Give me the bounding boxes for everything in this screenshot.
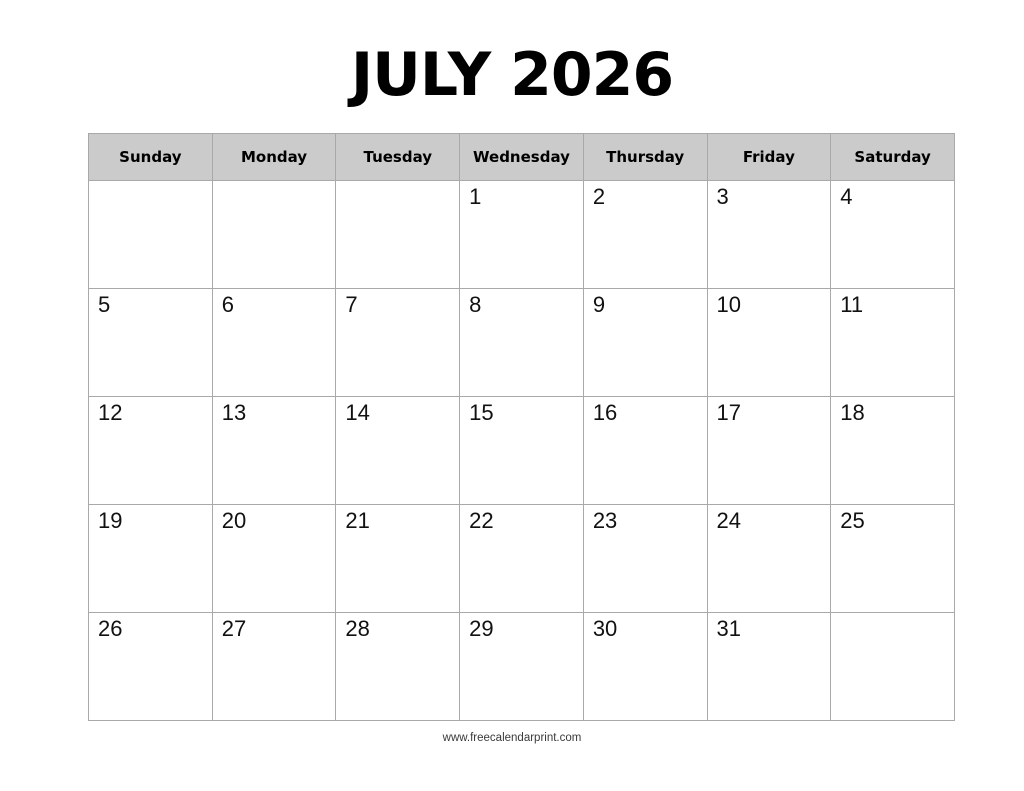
week-row	[89, 181, 955, 289]
day-cell	[212, 613, 336, 721]
day-number: 22	[469, 508, 494, 533]
calendar-table	[88, 133, 955, 721]
day-number: 23	[592, 508, 618, 533]
day-cell	[89, 181, 213, 289]
day-number: 9	[592, 292, 606, 317]
day-cell	[460, 613, 584, 721]
day-cell	[336, 181, 460, 289]
week-row	[89, 289, 955, 397]
weekday-header: Thursday	[583, 134, 707, 181]
day-cell	[831, 397, 955, 505]
day-number: 4	[840, 184, 853, 209]
day-cell	[583, 505, 707, 613]
day-number: 26	[98, 616, 123, 641]
weekday-header: Wednesday	[460, 134, 584, 181]
day-cell	[212, 505, 336, 613]
week-row	[89, 613, 955, 721]
day-number: 7	[345, 292, 358, 317]
day-number: 21	[345, 508, 370, 533]
day-cell	[707, 289, 831, 397]
day-cell	[212, 289, 336, 397]
day-cell	[89, 613, 213, 721]
day-cell	[460, 397, 584, 505]
day-number: 28	[345, 616, 370, 641]
day-cell	[583, 613, 707, 721]
day-number: 12	[98, 400, 123, 425]
day-number: 30	[592, 616, 618, 641]
day-number: 10	[716, 292, 741, 317]
day-number: 6	[221, 292, 234, 317]
day-cell	[89, 397, 213, 505]
week-row	[89, 397, 955, 505]
day-number: 25	[840, 508, 865, 533]
day-cell	[583, 289, 707, 397]
week-row	[89, 505, 955, 613]
day-cell	[583, 397, 707, 505]
day-number: 17	[716, 400, 741, 425]
day-number: 24	[716, 508, 741, 533]
day-number: 1	[469, 184, 482, 209]
day-cell	[583, 181, 707, 289]
day-cell	[89, 505, 213, 613]
weekday-header: Tuesday	[336, 134, 460, 181]
day-number: 13	[221, 400, 247, 425]
day-cell	[707, 505, 831, 613]
day-cell	[831, 289, 955, 397]
day-cell	[831, 505, 955, 613]
day-cell	[212, 181, 336, 289]
page-title: JULY 2026	[350, 40, 674, 110]
day-cell	[212, 397, 336, 505]
day-cell	[831, 181, 955, 289]
weekday-header: Saturday	[831, 134, 955, 181]
day-cell	[336, 505, 460, 613]
day-number: 14	[345, 400, 370, 425]
day-cell	[336, 613, 460, 721]
weekday-header: Monday	[212, 134, 336, 181]
weekday-header: Sunday	[89, 134, 213, 181]
day-cell	[460, 505, 584, 613]
day-cell	[831, 613, 955, 721]
day-number: 18	[840, 400, 865, 425]
day-number: 3	[716, 184, 729, 209]
day-number: 2	[592, 184, 606, 209]
day-cell	[460, 289, 584, 397]
day-cell	[89, 289, 213, 397]
weekday-header-row	[89, 134, 955, 181]
day-number: 19	[98, 508, 123, 533]
footer-url: www.freecalendarprint.com	[442, 732, 582, 744]
day-cell	[336, 289, 460, 397]
day-number: 29	[469, 616, 494, 641]
day-number: 11	[840, 292, 864, 317]
day-number: 20	[221, 508, 247, 533]
day-number: 16	[592, 400, 618, 425]
day-cell	[707, 397, 831, 505]
day-number: 15	[469, 400, 494, 425]
day-cell	[707, 181, 831, 289]
day-cell	[460, 181, 584, 289]
day-cell	[336, 397, 460, 505]
day-number: 27	[221, 616, 247, 641]
day-number: 31	[716, 616, 741, 641]
calendar-body	[89, 181, 955, 721]
day-number: 5	[98, 292, 111, 317]
weekday-header: Friday	[707, 134, 831, 181]
day-number: 8	[469, 292, 482, 317]
day-cell	[707, 613, 831, 721]
